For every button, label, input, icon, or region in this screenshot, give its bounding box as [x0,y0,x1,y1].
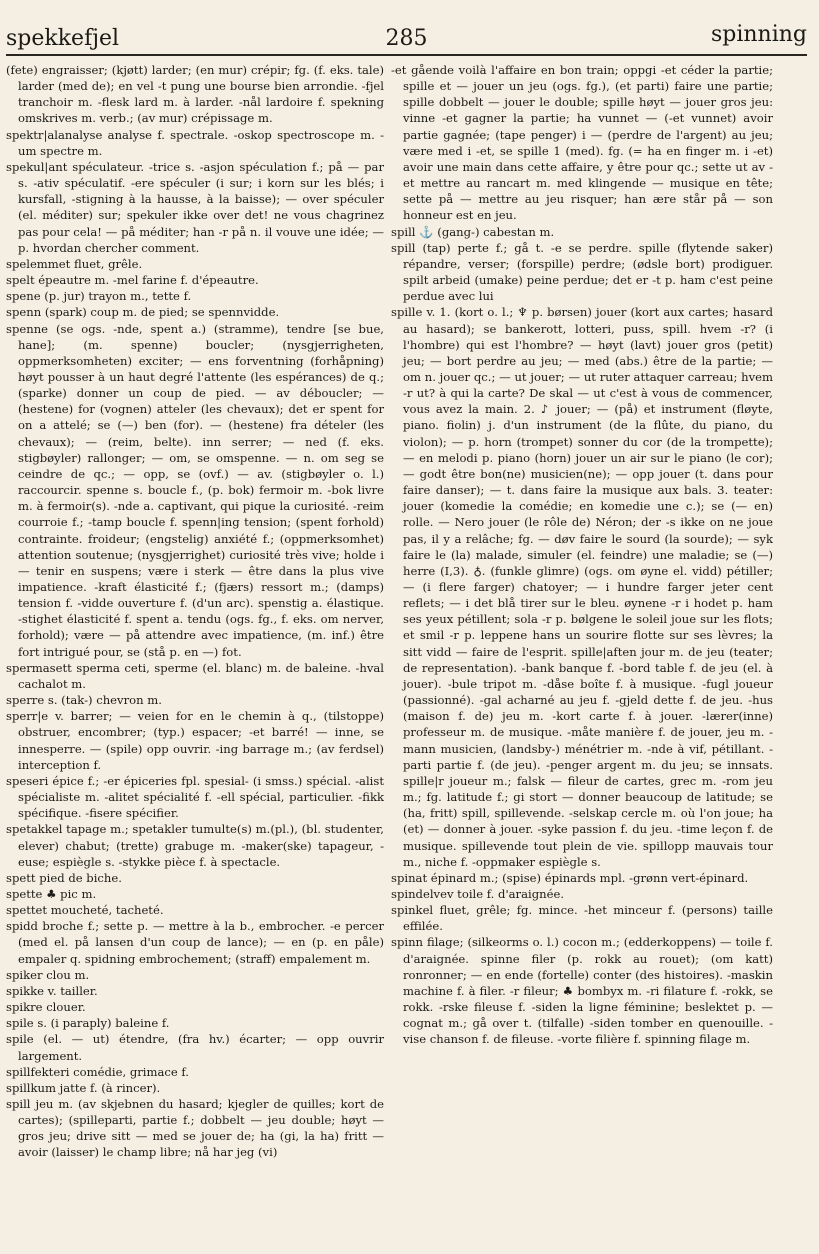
left-column [6,62,384,1242]
dictionary-entry: spelemmet fluet, grêle. [6,256,143,271]
page-header [6,16,807,56]
dictionary-entry: spidd broche f.; sette p. — mettre à la b., embrocher. -e percer (med el. på lansen d'un coup de lance); — en (p. en påle) empaler q. spidning embrochement; (straff) empalement m. [6,919,384,966]
dictionary-entry: spette ♣ pic m. [6,886,97,901]
dictionary-entry: spillfekteri comédie, grimace f. [6,1064,189,1079]
dictionary-entry: spenne (se ogs. -nde, spent a.) (stramme), tendre [se bue, hane]; (m. spenne) boucler; (nysgjerrigheten, oppmerksomheten) exciter; — ens forventning (forhåpning) høyt pousser à un haut degré l'attente (les espérances) de q.; (sparke) donner un coup de pied. — av déboucler; — (hestene) for (vognen) atteler (les chevaux); det er spent for on a attelé; se (—) ben (for). — (hestene) fra dételer (les chevaux); — (reim, belte). inn serrer; — ned (f. eks. stigbøyler) rallonger; — om, se omspenne. — n. om seg se ceindre de qc.; — opp, se (ovf.) — av. (stigbøyler o. l.) raccourcir. spenne s. boucle f., (p. bok) fermoir m. -bok livre m. à fermoir(s). -nde a. captivant, qui pique la curiosité. -reim courroie f.; -tamp boucle f. spenn|ing tension; (spent forhold) contrainte. froideur; (engstelig) anxiété f.; (oppmerksomhet) attention soutenue; (nysgjerrighet) curiosité très vive; holde i — tenir en suspens; være i sterk — être dans la plus vive impatience. -kraft élasticité f.; (fjærs) ressort m.; (damps) tension f. -vidde ouverture f. (d'un arc). spenstig a. élastique. -stighet élasticité f. spent a. tendu (ogs. fg., f. eks. om nerver, forhold); være — på attendre avec impatience, (m. inf.) être fort intrigué pour, se (stå p. en —) fot. [6,321,384,659]
dictionary-entry: spinkel fluet, grêle; fg. mince. -het minceur f. (persons) taille effilée. [391,903,773,934]
dictionary-entry: -et gående voilà l'affaire en bon train; oppgi -et céder la partie; spille et — jouer un jeu (ogs. fg.), (et parti) faire une partie; spille dobbelt — jouer le double; spille høyt — jouer gros jeu: vinne -et gagner la partie; ha vunnet — (-et vunnet) avoir partie gagnée; (tape penger) i — (perdre de l'argent) au jeu; være med i -et, se spille 1 (med). fg. (= ha en finger m. i -et) avoir une main dans cette affaire, y être pour qc.; sette ut av -et mettre au rancart m. med klingende — musique en tête; sette på — mettre au jeu risquer; han ære står på — son honneur est en jeu. [391,63,773,223]
header-rule [6,54,807,56]
right-column [391,62,773,1242]
dictionary-entry: spene (p. jur) trayon m., tette f. [6,289,192,304]
dictionary-entry: spill jeu m. (av skjebnen du hasard; kjegler de quilles; kort de cartes); (spilleparti, partie f.; dobbelt — jeu double; høyt — gros jeu; drive sitt — med se jouer de; ha (gi, la ha) fritt — avoir (laisser) le champ libre; nå har jeg (vi) [6,1097,384,1160]
dictionary-entry: spinat épinard m.; (spise) épinards mpl. -grønn vert-épinard. [391,870,749,885]
dictionary-entry: spermasett sperma ceti, sperme (el. blanc) m. de baleine. -hval cachalot m. [6,660,384,691]
header-first-word: spekkefjel [6,26,120,51]
header-last-word: spinning [710,22,807,47]
dictionary-entry: spikre clouer. [6,1000,86,1015]
dictionary-entry: sperre s. (tak-) chevron m. [6,693,162,708]
dictionary-entry: spett pied de biche. [6,870,122,885]
dictionary-entry: spetakkel tapage m.; spetakler tumulte(s) m.(pl.), (bl. studenter, elever) chabut; (trette) grabuge m. -maker(ske) tapageur, -euse; espiègle s. -stykke pièce f. à spectacle. [6,822,384,869]
dictionary-entry: (fete) engraisser; (kjøtt) larder; (en mur) crépir; fg. (f. eks. tale) larder (med de); en vel -t pung une bourse bien arrondie. -fjel tranchoir m. -flesk lard m. à larder. -nål lardoire f. spekning omskrives m. verb.; (av mur) crépissage m. [6,63,384,126]
dictionary-entry: spektr|alanalyse analyse f. spectrale. -oskop spectroscope m. -um spectre m. [6,127,384,158]
dictionary-entry: spile (el. — ut) étendre, (fra hv.) écarter; — opp ouvrir largement. [6,1032,384,1063]
dictionary-entry: spelt épeautre m. -mel farine f. d'épeautre. [6,273,259,288]
dictionary-entry: speseri épice f.; -er épiceries fpl. spesial- (i smss.) spécial. -alist spécialiste m. -alitet spécialité f. -ell spécial, particulier. -fikk spécifique. -fisere spécifier. [6,773,384,821]
dictionary-entry: spill (tap) perte f.; gå t. -e se perdre. spille (flytende saker) répandre, verser; (forspille) perdre; (ødsle bort) prodiguer. spilt arbeid (umake) peine perdue; det er -t p. ham c'est peine perdue avec lui [391,240,773,304]
dictionary-entry: spekul|ant spéculateur. -trice s. -asjon spéculation f.; på — par s. -ativ spéculatif. -ere spéculer (i sur; i korn sur les blés; i kursfall, -stigning à la hausse, à la baisse); — over spéculer (el. méditer) sur; spekuler ikke over det! ne vous chagrinez pas pour cela! — på méditer; han -r på n. il vouve une idée; — p. hvordan chercher comment. [6,159,384,255]
dictionary-entry: spikke v. tailler. [6,983,98,998]
page-number: 285 [385,26,428,51]
dictionary-entry: spinn filage; (silkeorms o. l.) cocon m.; (edderkoppens) — toile f. d'araignée. spinne filer (p. rokk au rouet); (om katt) ronronner; — en ende (fortelle) conter (des histoires). -maskin machine f. à filer. -r fileur; ♣ bombyx m. -ri filature f. -rokk, se rokk. -rske fileuse f. -siden la ligne féminine; beslektet p. — cognat m.; gå over t. (tilfalle) -siden tomber en quenouille. -vise chanson f. de fileuse. -vorte filière f. spinning filage m. [391,935,773,1047]
dictionary-entry: spindelvev toile f. d'araignée. [391,886,565,901]
dictionary-entry: spettet moucheté, tacheté. [6,903,164,918]
dictionary-entry: sperr|e v. barrer; — veien for en le chemin à q., (tilstoppe) obstruer, encombrer; (typ.) espacer; -et barré! — inne, se innesperre. — (spile) opp ouvrir. -ing barrage m.; (av ferdsel) interception f. [6,709,384,772]
dictionary-entry: spiker clou m. [6,967,90,982]
dictionary-entry: spile s. (i paraply) baleine f. [6,1016,170,1031]
dictionary-entry: spenn (spark) coup m. de pied; se spennvidde. [6,305,280,320]
dictionary-entry: spill ⚓ (gang-) cabestan m. [391,224,555,239]
dictionary-entry: spille v. 1. (kort o. l.; ♆ p. børsen) jouer (kort aux cartes; hasard au hasard); se bankerott, lotteri, puss, spill. hvem -r? (i l'hombre) qui est l'hombre? — høyt (lavt) jouer gros (petit) jeu; — bort perdre au jeu; — med (abs.) être de la partie; — om n. jouer qc.; — ut jouer; — ut ruter attaquer carreau; hvem -r ut? à qui la carte? De skal — ut c'est à vous de commencer, vous avez la main. 2. ♪ jouer; — (på) et instrument (fløyte, piano. fiolin) j. d'un instrument (de la flûte, du piano, du violon); — p. horn (trompet) sonner du cor (de la trompette); — en melodi p. piano (horn) jouer un air sur le piano (le cor); — godt être bon(ne) musicien(ne); — opp jouer (t. dans pour faire danser); — t. dans faire la musique aux bals. 3. teater: jouer (komedie la comédie; en komedie une c.); se (— en) rolle. — Nero jouer (le rôle de) Néron; der -s ikke on ne joue pas, il y a relâche; fg. — døv faire le sourd (la sourde); — syk faire le (la) malade, simuler (el. feindre) une maladie; se (—) herre (I,3). ♁. (funkle glimre) (ogs. om øyne el. vidd) pétiller; — (i flere farger) chatoyer; — i hundre farger jeter cent reflets; — i det blå tirer sur le bleu. øynene -r i hodet p. ham ses yeux pétillent; sola -r p. bølgene le soleil joue sur les flots; et smil -r p. leppene hans un sourire flotte sur ses lèvres; la sitt vidd — faire de l'esprit. spille|aften jour m. de jeu (teater; de representation). -bank banque f. -bord table f. de jeu (el. à jouer). -bule tripot m. -dåse boîte f. à musique. -fugl joueur (passionné). -gal acharné au jeu f. -gjeld dette f. de jeu. -hus (maison f. de) jeu m. -kort carte f. à jouer. -lærer(inne) professeur m. de musique. -måte manière f. de jouer, jeu m. -mann musicien, (landsby-) ménétrier m. -nde à vif, pétillant. -parti partie f. (de jeu). -penger argent m. du jeu; se innsats. spille|r joueur m.; falsk — fileur de cartes, grec m. -rom jeu m.; fg. latitude f.; gi stort — donner beaucoup de latitude; se (ha, fritt) spill, spillevende. -selskap cercle m. où l'on joue; ha (et) — donner à jouer. -syke passion f. du jeu. -time leçon f. de musique. spillevende tout plein de vie. spillopp mauvais tour m., niche f. -oppmaker espiègle s. [391,305,773,869]
dictionary-entry: spillkum jatte f. (à rincer). [6,1080,161,1095]
